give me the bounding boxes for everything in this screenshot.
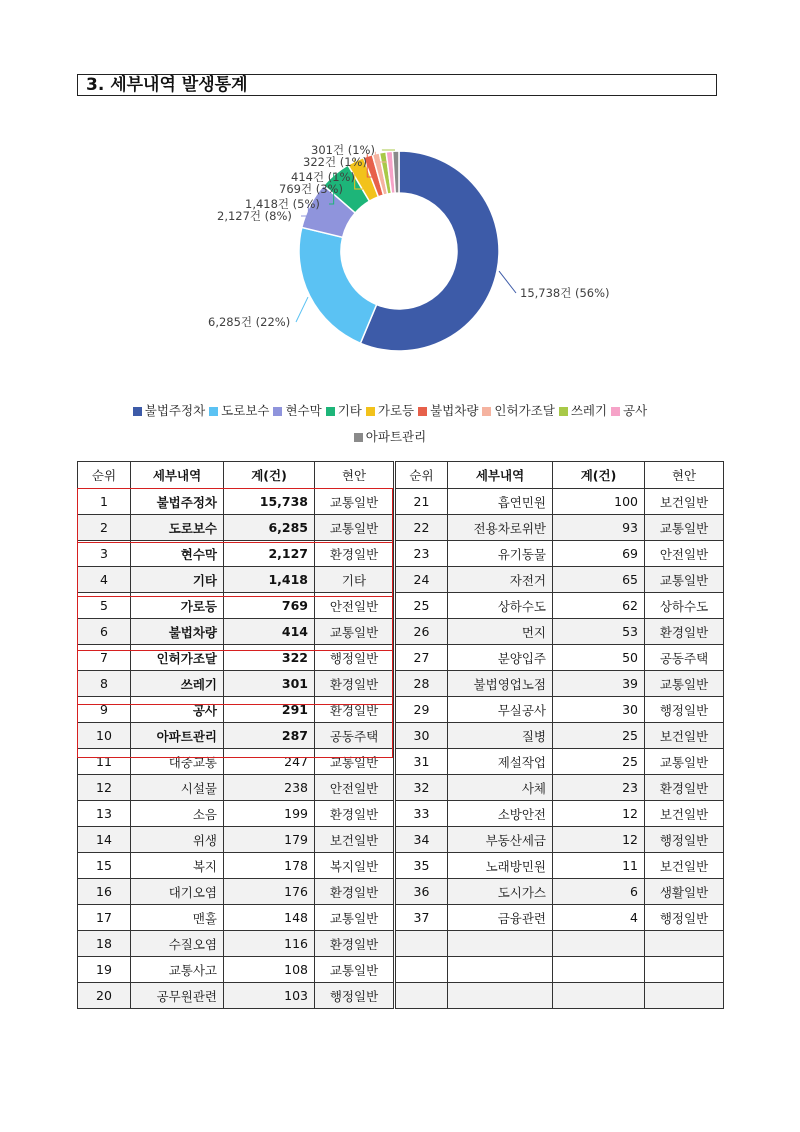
count-cell (553, 931, 645, 957)
legend-item (482, 398, 554, 424)
legend-label: 도로보수 (221, 403, 270, 418)
count-cell (553, 983, 645, 1009)
detail-cell: 대기오염 (131, 879, 224, 905)
issue-cell: 보건일반 (645, 801, 724, 827)
table-row (78, 489, 394, 515)
rank-cell: 22 (396, 515, 448, 541)
count-cell: 1,418 (224, 567, 315, 593)
table-row (396, 957, 724, 983)
issue-cell: 행정일반 (315, 645, 394, 671)
detail-cell: 복지 (131, 853, 224, 879)
header-detail: 세부내역 (448, 462, 553, 489)
legend-swatch (482, 407, 491, 416)
count-cell: 301 (224, 671, 315, 697)
legend-item (273, 398, 321, 424)
table-row (396, 645, 724, 671)
legend-label: 공사 (623, 403, 648, 418)
rank-cell: 31 (396, 749, 448, 775)
count-cell: 414 (224, 619, 315, 645)
count-cell: 93 (553, 515, 645, 541)
detail-cell: 도로보수 (131, 515, 224, 541)
data-label: 322건 (1%) (303, 155, 367, 169)
table-row (78, 619, 394, 645)
issue-cell: 상하수도 (645, 593, 724, 619)
legend-label: 불법주정차 (144, 403, 206, 418)
rank-cell: 34 (396, 827, 448, 853)
legend-swatch (273, 407, 282, 416)
rank-cell: 33 (396, 801, 448, 827)
rank-cell: 26 (396, 619, 448, 645)
table-row (396, 515, 724, 541)
table-row (78, 567, 394, 593)
count-cell: 12 (553, 801, 645, 827)
detail-cell: 소음 (131, 801, 224, 827)
legend-item (209, 398, 269, 424)
legend-swatch (354, 433, 363, 442)
issue-cell (645, 931, 724, 957)
detail-cell: 사체 (448, 775, 553, 801)
legend-swatch (133, 407, 142, 416)
issue-cell: 보건일반 (645, 489, 724, 515)
table-row (396, 541, 724, 567)
count-cell: 178 (224, 853, 315, 879)
detail-cell: 유기동물 (448, 541, 553, 567)
count-cell: 199 (224, 801, 315, 827)
legend-item (611, 398, 647, 424)
detail-cell: 상하수도 (448, 593, 553, 619)
issue-cell: 환경일반 (645, 619, 724, 645)
rank-cell: 7 (78, 645, 131, 671)
table-row (396, 619, 724, 645)
highlight-divider (77, 542, 393, 543)
count-cell: 148 (224, 905, 315, 931)
issue-cell: 복지일반 (315, 853, 394, 879)
detail-cell: 소방안전 (448, 801, 553, 827)
data-label: 1,418건 (5%) (245, 197, 320, 211)
table-row (396, 853, 724, 879)
legend-label: 기타 (337, 403, 362, 418)
rank-cell: 20 (78, 983, 131, 1009)
issue-cell: 환경일반 (315, 801, 394, 827)
rank-cell: 12 (78, 775, 131, 801)
rank-cell: 4 (78, 567, 131, 593)
detail-cell: 대중교통 (131, 749, 224, 775)
detail-cell: 자전거 (448, 567, 553, 593)
issue-cell: 보건일반 (315, 827, 394, 853)
count-cell: 238 (224, 775, 315, 801)
detail-cell: 기타 (131, 567, 224, 593)
count-cell: 12 (553, 827, 645, 853)
rank-cell: 2 (78, 515, 131, 541)
issue-cell: 행정일반 (645, 697, 724, 723)
rank-cell: 14 (78, 827, 131, 853)
detail-cell: 쓰레기 (131, 671, 224, 697)
rank-cell: 23 (396, 541, 448, 567)
header-count: 계(건) (553, 462, 645, 489)
count-cell: 769 (224, 593, 315, 619)
issue-cell: 행정일반 (315, 983, 394, 1009)
table-row (396, 489, 724, 515)
header-rank: 순위 (396, 462, 448, 489)
table-row (396, 749, 724, 775)
detail-cell: 시설물 (131, 775, 224, 801)
detail-cell: 제설작업 (448, 749, 553, 775)
count-cell: 322 (224, 645, 315, 671)
table-row (396, 801, 724, 827)
rank-cell: 15 (78, 853, 131, 879)
legend-swatch (326, 407, 335, 416)
detail-cell: 먼지 (448, 619, 553, 645)
legend-item (133, 398, 205, 424)
rank-cell: 16 (78, 879, 131, 905)
count-cell: 30 (553, 697, 645, 723)
detail-cell: 아파트관리 (131, 723, 224, 749)
detail-cell: 맨홀 (131, 905, 224, 931)
table-row (78, 879, 394, 905)
detail-cell: 전용차로위반 (448, 515, 553, 541)
count-cell: 25 (553, 723, 645, 749)
count-cell: 116 (224, 931, 315, 957)
table-row (78, 905, 394, 931)
issue-cell: 안전일반 (645, 541, 724, 567)
count-cell: 247 (224, 749, 315, 775)
table-row (78, 957, 394, 983)
table-row (78, 775, 394, 801)
rank-cell: 1 (78, 489, 131, 515)
issue-cell: 생활일반 (645, 879, 724, 905)
count-cell: 69 (553, 541, 645, 567)
issue-cell: 교통일반 (645, 671, 724, 697)
table-row (396, 931, 724, 957)
issue-cell: 교통일반 (315, 515, 394, 541)
count-cell: 65 (553, 567, 645, 593)
rank-cell: 35 (396, 853, 448, 879)
count-cell: 100 (553, 489, 645, 515)
table-row (78, 697, 394, 723)
legend-item (366, 398, 414, 424)
count-cell: 179 (224, 827, 315, 853)
table-row (396, 567, 724, 593)
data-label: 6,285건 (22%) (208, 315, 291, 329)
rank-cell: 36 (396, 879, 448, 905)
rank-cell: 8 (78, 671, 131, 697)
count-cell: 23 (553, 775, 645, 801)
table-row (396, 775, 724, 801)
count-cell (553, 957, 645, 983)
highlight-divider (77, 704, 393, 705)
rank-cell (396, 957, 448, 983)
table-row (396, 697, 724, 723)
legend-label: 가로등 (377, 403, 415, 418)
detail-cell: 가로등 (131, 593, 224, 619)
donut-chart (100, 130, 680, 392)
count-cell: 39 (553, 671, 645, 697)
table-row (78, 541, 394, 567)
detail-cell: 인허가조달 (131, 645, 224, 671)
detail-cell: 노래방민원 (448, 853, 553, 879)
legend-swatch (418, 407, 427, 416)
header-count: 계(건) (224, 462, 315, 489)
count-cell: 6,285 (224, 515, 315, 541)
count-cell: 2,127 (224, 541, 315, 567)
count-cell: 62 (553, 593, 645, 619)
rank-cell: 5 (78, 593, 131, 619)
detail-cell: 분양입주 (448, 645, 553, 671)
issue-cell: 교통일반 (315, 749, 394, 775)
header-detail: 세부내역 (131, 462, 224, 489)
rank-cell: 17 (78, 905, 131, 931)
table-row (396, 671, 724, 697)
detail-cell: 불법차량 (131, 619, 224, 645)
count-cell: 6 (553, 879, 645, 905)
data-label: 414건 (1%) (291, 170, 355, 184)
table-row (78, 853, 394, 879)
issue-cell (645, 983, 724, 1009)
issue-cell: 행정일반 (645, 905, 724, 931)
detail-cell: 위생 (131, 827, 224, 853)
table-row (396, 905, 724, 931)
legend-label: 현수막 (285, 403, 322, 418)
detail-cell: 불법영업노점 (448, 671, 553, 697)
issue-cell: 교통일반 (645, 567, 724, 593)
rank-cell: 21 (396, 489, 448, 515)
count-cell: 25 (553, 749, 645, 775)
count-cell: 176 (224, 879, 315, 905)
issue-cell: 환경일반 (315, 541, 394, 567)
issue-cell: 행정일반 (645, 827, 724, 853)
header-issue: 현안 (315, 462, 394, 489)
rank-cell: 3 (78, 541, 131, 567)
issue-cell: 교통일반 (315, 905, 394, 931)
table-row (78, 671, 394, 697)
count-cell: 291 (224, 697, 315, 723)
legend-item (559, 398, 607, 424)
issue-cell: 환경일반 (315, 671, 394, 697)
count-cell: 15,738 (224, 489, 315, 515)
detail-cell: 부동산세금 (448, 827, 553, 853)
issue-cell: 안전일반 (315, 775, 394, 801)
table-row (78, 983, 394, 1009)
table-row (396, 723, 724, 749)
rank-cell (396, 931, 448, 957)
detail-cell: 불법주정차 (131, 489, 224, 515)
rank-cell: 18 (78, 931, 131, 957)
data-label: 15,738건 (56%) (520, 286, 610, 300)
issue-cell: 보건일반 (645, 723, 724, 749)
ranking-table-right (395, 461, 724, 1009)
legend-swatch (209, 407, 218, 416)
issue-cell: 보건일반 (645, 853, 724, 879)
highlight-divider (77, 596, 393, 597)
issue-cell: 기타 (315, 567, 394, 593)
legend-label: 아파트관리 (365, 429, 427, 444)
table-row (78, 645, 394, 671)
rank-cell: 24 (396, 567, 448, 593)
count-cell: 108 (224, 957, 315, 983)
detail-cell: 흡연민원 (448, 489, 553, 515)
issue-cell: 환경일반 (315, 931, 394, 957)
detail-cell: 수질오염 (131, 931, 224, 957)
legend-swatch (611, 407, 620, 416)
ranking-table-left (77, 461, 394, 1009)
count-cell: 50 (553, 645, 645, 671)
legend-label: 인허가조달 (494, 403, 555, 418)
table-row (78, 749, 394, 775)
data-label: 301건 (1%) (311, 143, 375, 157)
rank-cell: 11 (78, 749, 131, 775)
detail-cell: 공무원관련 (131, 983, 224, 1009)
table-row (396, 827, 724, 853)
detail-cell: 현수막 (131, 541, 224, 567)
table-row (78, 801, 394, 827)
legend-item (418, 398, 478, 424)
leader-line (296, 297, 308, 322)
legend-item (354, 424, 426, 450)
data-label: 769건 (3%) (279, 182, 343, 196)
table-row (396, 879, 724, 905)
detail-cell: 무실공사 (448, 697, 553, 723)
count-cell: 11 (553, 853, 645, 879)
issue-cell (645, 957, 724, 983)
rank-cell: 28 (396, 671, 448, 697)
detail-cell: 금융관련 (448, 905, 553, 931)
detail-cell: 질병 (448, 723, 553, 749)
issue-cell: 안전일반 (315, 593, 394, 619)
legend-label: 쓰레기 (570, 403, 608, 418)
rank-cell: 9 (78, 697, 131, 723)
issue-cell: 공동주택 (315, 723, 394, 749)
issue-cell: 교통일반 (645, 515, 724, 541)
legend-swatch (366, 407, 375, 416)
rank-cell (396, 983, 448, 1009)
detail-cell: 도시가스 (448, 879, 553, 905)
table-row (78, 827, 394, 853)
rank-cell: 29 (396, 697, 448, 723)
issue-cell: 교통일반 (315, 619, 394, 645)
issue-cell: 공동주택 (645, 645, 724, 671)
issue-cell: 환경일반 (315, 879, 394, 905)
issue-cell: 교통일반 (645, 749, 724, 775)
legend-swatch (559, 407, 568, 416)
donut-slice (299, 227, 377, 343)
rank-cell: 10 (78, 723, 131, 749)
table-row (78, 931, 394, 957)
count-cell: 53 (553, 619, 645, 645)
rank-cell: 19 (78, 957, 131, 983)
highlight-divider (77, 650, 393, 651)
count-cell: 103 (224, 983, 315, 1009)
count-cell: 287 (224, 723, 315, 749)
detail-cell: 교통사고 (131, 957, 224, 983)
legend-item (326, 398, 362, 424)
rank-cell: 32 (396, 775, 448, 801)
rank-cell: 37 (396, 905, 448, 931)
rank-cell: 6 (78, 619, 131, 645)
table-row (78, 723, 394, 749)
issue-cell: 교통일반 (315, 957, 394, 983)
issue-cell: 환경일반 (315, 697, 394, 723)
issue-cell: 환경일반 (645, 775, 724, 801)
table-row (396, 983, 724, 1009)
rank-cell: 27 (396, 645, 448, 671)
section-title: 3. 세부내역 발생통계 (77, 74, 717, 96)
rank-cell: 30 (396, 723, 448, 749)
table-row (78, 515, 394, 541)
detail-cell (448, 957, 553, 983)
count-cell: 4 (553, 905, 645, 931)
header-rank: 순위 (78, 462, 131, 489)
issue-cell: 교통일반 (315, 489, 394, 515)
rank-cell: 25 (396, 593, 448, 619)
legend-label: 불법차량 (430, 403, 479, 418)
data-label: 2,127건 (8%) (217, 209, 292, 223)
leader-line (499, 271, 516, 293)
table-row (396, 593, 724, 619)
detail-cell (448, 983, 553, 1009)
detail-cell (448, 931, 553, 957)
chart-legend (100, 398, 680, 450)
detail-cell: 공사 (131, 697, 224, 723)
rank-cell: 13 (78, 801, 131, 827)
header-issue: 현안 (645, 462, 724, 489)
